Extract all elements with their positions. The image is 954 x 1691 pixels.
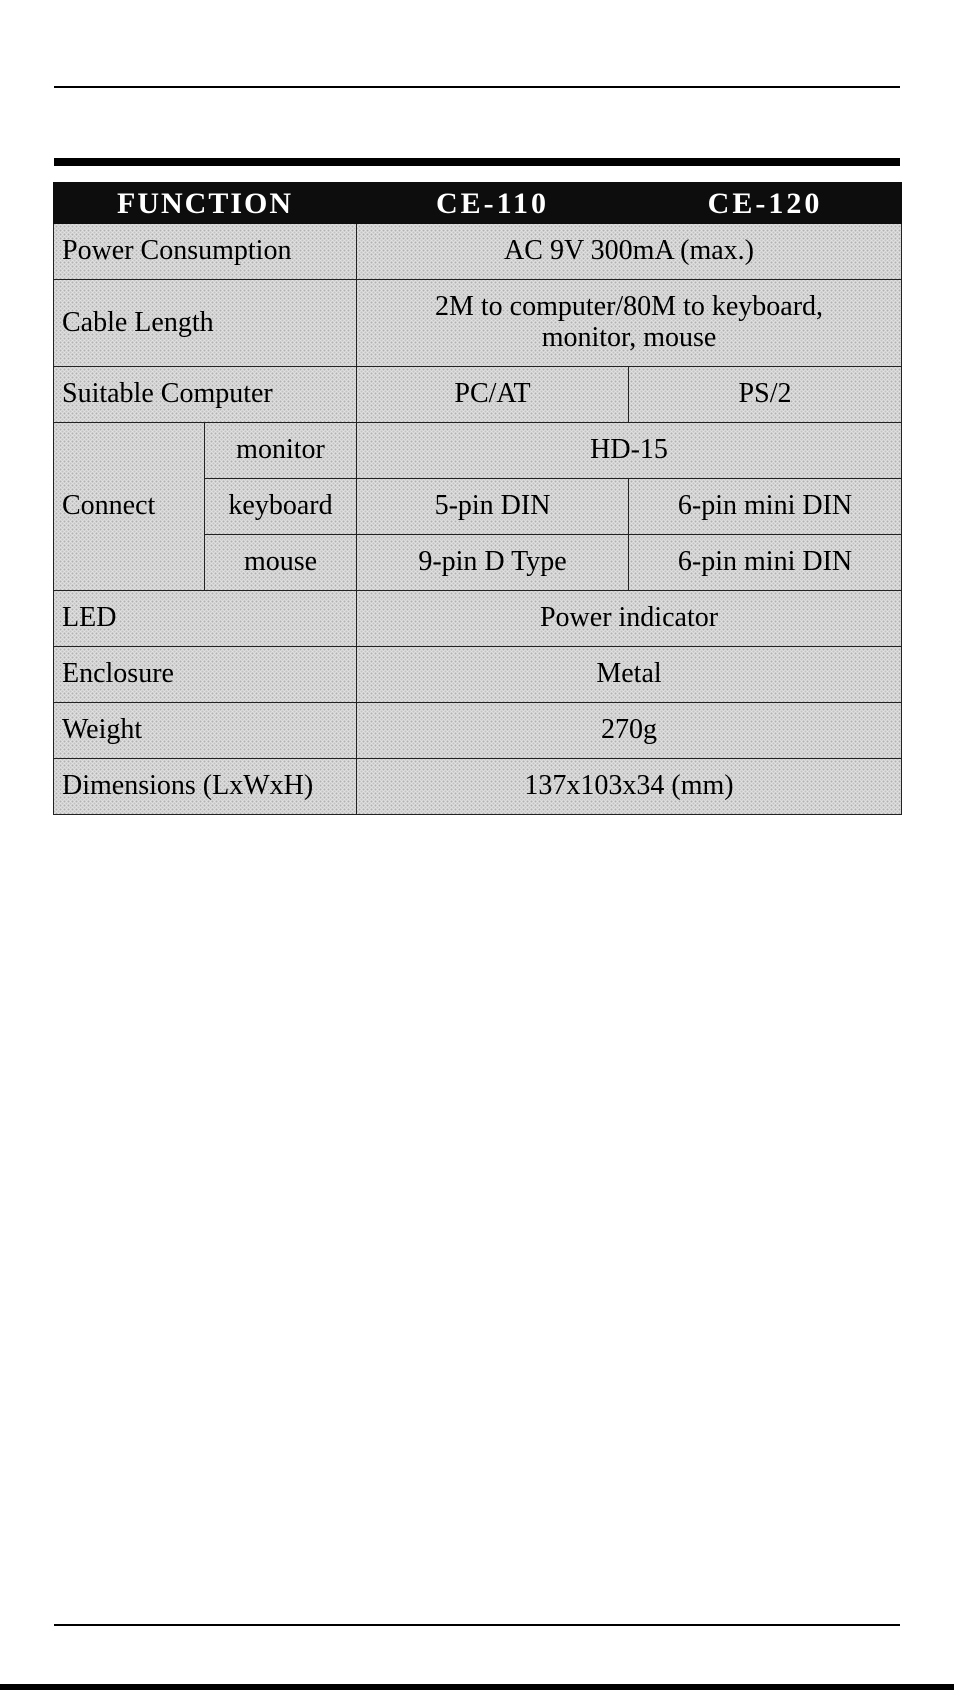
led-label: LED <box>54 591 357 647</box>
table-row-led <box>54 591 902 647</box>
connect-mouse-ce-110: 9-pin D Type <box>357 535 629 591</box>
table-row-weight <box>54 703 902 759</box>
computer-ce-110: PC/AT <box>357 367 629 423</box>
connect-monitor-label: monitor <box>205 423 357 479</box>
enclosure-value: Metal <box>357 647 902 703</box>
header-ce-120: CE-120 <box>629 183 902 224</box>
led-value: Power indicator <box>357 591 902 647</box>
connect-keyboard-ce-110: 5-pin DIN <box>357 479 629 535</box>
connect-keyboard-label: keyboard <box>205 479 357 535</box>
table-row-dimensions <box>54 759 902 815</box>
table-row-connect-monitor <box>54 423 902 479</box>
table-header-row <box>54 183 902 224</box>
page-bottom-bar <box>0 1684 954 1690</box>
table-row-cable <box>54 280 902 367</box>
power-value: AC 9V 300mA (max.) <box>357 224 902 280</box>
cable-value-line1: 2M to computer/80M to keyboard, <box>434 291 824 323</box>
dimensions-value: 137x103x34 (mm) <box>357 759 902 815</box>
cable-value <box>357 280 902 367</box>
cable-value-line2: monitor, mouse <box>541 322 717 353</box>
connect-mouse-label: mouse <box>205 535 357 591</box>
connect-mouse-ce-120: 6-pin mini DIN <box>629 535 902 591</box>
specification-table <box>53 182 902 815</box>
dimensions-label: Dimensions (LxWxH) <box>54 759 357 815</box>
bottom-divider <box>54 1624 900 1626</box>
table-row-computer <box>54 367 902 423</box>
computer-label: Suitable Computer <box>54 367 357 423</box>
top-divider <box>54 86 900 88</box>
computer-ce-120: PS/2 <box>629 367 902 423</box>
enclosure-label: Enclosure <box>54 647 357 703</box>
connect-monitor-value: HD-15 <box>357 423 902 479</box>
connect-keyboard-ce-120: 6-pin mini DIN <box>629 479 902 535</box>
table-top-bar <box>54 158 900 166</box>
connect-label: Connect <box>54 423 205 591</box>
weight-value: 270g <box>357 703 902 759</box>
header-function: FUNCTION <box>54 183 357 224</box>
cable-label: Cable Length <box>54 280 357 367</box>
table-row-enclosure <box>54 647 902 703</box>
header-ce-110: CE-110 <box>357 183 629 224</box>
weight-label: Weight <box>54 703 357 759</box>
power-label: Power Consumption <box>54 224 357 280</box>
table-row-power <box>54 224 902 280</box>
